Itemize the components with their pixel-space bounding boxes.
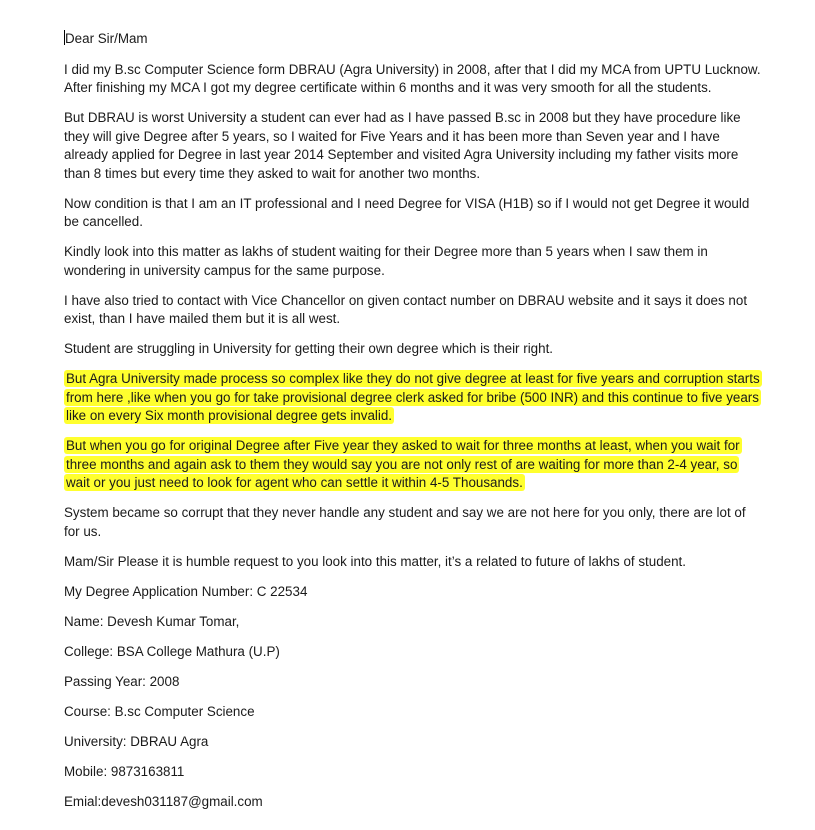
document-body: [64, 30, 764, 823]
salutation-text: Dear Sir/Mam: [65, 31, 148, 46]
mobile-number: Mobile: 9873163811: [64, 763, 185, 779]
paragraph-humble-request: Mam/Sir Please it is humble request to you look into this matter, it’s a related to future of lakhs of student.: [64, 553, 686, 569]
highlight: But when you go for original Degree after Five year they asked to wait for three months at least, when you wait for three months and again ask to them they would say you are not only rest of are waiting for more than 2-4 year, so wait or you just need to look for agent who can settle it within 4-5 Thousands.: [66, 438, 740, 490]
college: College: BSA College Mathura (U.P): [64, 643, 280, 659]
paragraph-request: Kindly look into this matter as lakhs of student waiting for their Degree more than 5 years when I saw them in wondering in university campus for the same purpose.: [64, 244, 708, 278]
email: Emial:devesh031187@gmail.com: [64, 793, 263, 809]
salutation: [64, 30, 764, 49]
application-number: My Degree Application Number: C 22534: [64, 583, 308, 599]
university: University: DBRAU Agra: [64, 733, 209, 749]
highlight: But Agra University made process so complex like they do not give degree at least for five years and corruption starts from here ,like when you go for take provisional degree clerk asked for bribe (500 INR) and this continue to five years like on every Six month provisional degree gets invalid.: [66, 371, 760, 423]
paragraph-visa: Now condition is that I am an IT professional and I need Degree for VISA (H1B) so if I would not get Degree it would be cancelled.: [64, 195, 750, 229]
passing-year: Passing Year: 2008: [64, 673, 180, 689]
course: Course: B.sc Computer Science: [64, 703, 255, 719]
paragraph-education: I did my B.sc Computer Science form DBRAU (Agra University) in 2008, after that I did my MCA from UPTU Lucknow. After finishing my MCA I got my degree certificate within 6 months and it was very smooth for all the students.: [64, 61, 761, 95]
paragraph-complaint: But DBRAU is worst University a student can ever had as I have passed B.sc in 2008 but they have procedure like they will give Degree after 5 years, so I waited for Five Years and it has been more than Seven year and I have already applied for Degree in last year 2014 September and visited Agra University including my father visits more than 8 times but every time they asked to wait for another two months.: [64, 110, 741, 181]
highlighted-paragraph-original-degree: [64, 437, 764, 493]
paragraph-contact: I have also tried to contact with Vice Chancellor on given contact number on DBRAU website and it says it does not exist, than I have mailed them but it is all west.: [64, 292, 748, 326]
paragraph-system: System became so corrupt that they never handle any student and say we are not here for you only, there are lot of for us.: [64, 505, 746, 539]
applicant-name: Name: Devesh Kumar Tomar,: [64, 613, 240, 629]
highlighted-paragraph-corruption: [64, 370, 764, 426]
paragraph-struggle: Student are struggling in University for getting their own degree which is their right.: [64, 341, 554, 356]
